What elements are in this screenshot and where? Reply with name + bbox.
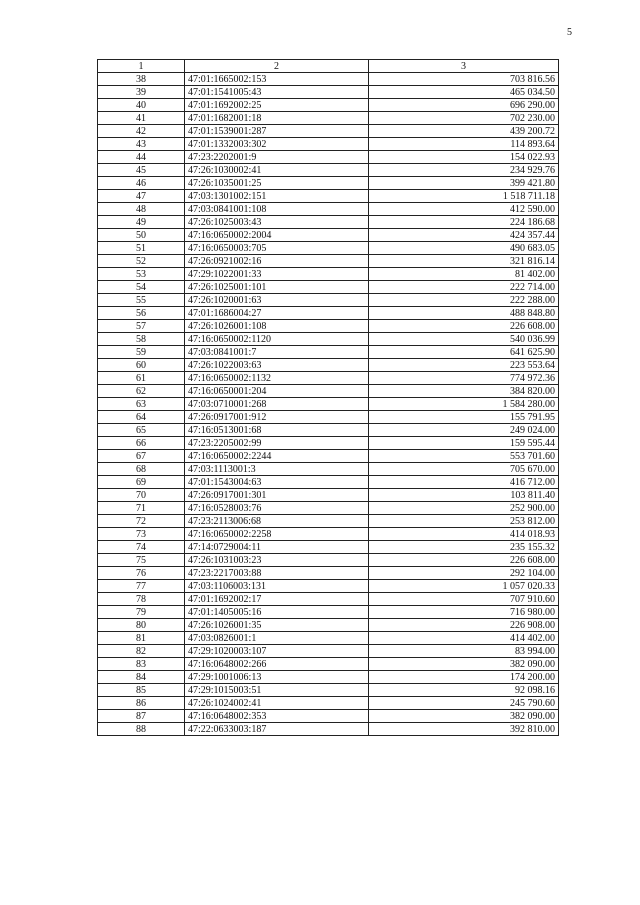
row-number-cell: 76 xyxy=(98,567,185,580)
row-number-cell: 82 xyxy=(98,645,185,658)
table-row xyxy=(98,99,559,112)
cadastral-number-cell: 47:03:0826001:1 xyxy=(185,632,369,645)
cadastral-number-cell: 47:16:0650003:705 xyxy=(185,242,369,255)
row-number-cell: 81 xyxy=(98,632,185,645)
cadastral-number-cell: 47:29:1015003:51 xyxy=(185,684,369,697)
table-row xyxy=(98,151,559,164)
row-number-cell: 86 xyxy=(98,697,185,710)
value-cell: 439 200.72 xyxy=(369,125,559,138)
table-row xyxy=(98,697,559,710)
value-cell: 224 186.68 xyxy=(369,216,559,229)
cadastral-number-cell: 47:26:1024002:41 xyxy=(185,697,369,710)
value-cell: 103 811.40 xyxy=(369,489,559,502)
cadastral-number-cell: 47:26:1025003:43 xyxy=(185,216,369,229)
cadastral-number-cell: 47:03:0841001:7 xyxy=(185,346,369,359)
value-cell: 226 608.00 xyxy=(369,554,559,567)
value-cell: 226 908.00 xyxy=(369,619,559,632)
table-row xyxy=(98,450,559,463)
value-cell: 81 402.00 xyxy=(369,268,559,281)
cadastral-number-cell: 47:01:1405005:16 xyxy=(185,606,369,619)
value-cell: 234 929.76 xyxy=(369,164,559,177)
row-number-cell: 65 xyxy=(98,424,185,437)
table-row xyxy=(98,333,559,346)
value-cell: 702 230.00 xyxy=(369,112,559,125)
cadastral-number-cell: 47:26:0917001:301 xyxy=(185,489,369,502)
row-number-cell: 83 xyxy=(98,658,185,671)
row-number-cell: 47 xyxy=(98,190,185,203)
cadastral-number-cell: 47:29:1020003:107 xyxy=(185,645,369,658)
row-number-cell: 73 xyxy=(98,528,185,541)
cadastral-number-cell: 47:01:1692002:17 xyxy=(185,593,369,606)
cadastral-number-cell: 47:26:1030002:41 xyxy=(185,164,369,177)
value-cell: 696 290.00 xyxy=(369,99,559,112)
table-row xyxy=(98,554,559,567)
table-row xyxy=(98,606,559,619)
cadastral-number-cell: 47:01:1665002:153 xyxy=(185,73,369,86)
cadastral-number-cell: 47:16:0648002:353 xyxy=(185,710,369,723)
row-number-cell: 78 xyxy=(98,593,185,606)
cadastral-number-cell: 47:03:0841001:108 xyxy=(185,203,369,216)
value-cell: 321 816.14 xyxy=(369,255,559,268)
value-cell: 703 816.56 xyxy=(369,73,559,86)
page-number: 5 xyxy=(567,27,572,38)
table-row xyxy=(98,593,559,606)
table-row xyxy=(98,632,559,645)
cadastral-number-cell: 47:01:1539001:287 xyxy=(185,125,369,138)
cadastral-number-cell: 47:16:0648002:266 xyxy=(185,658,369,671)
table-row xyxy=(98,216,559,229)
table-row xyxy=(98,723,559,736)
row-number-cell: 84 xyxy=(98,671,185,684)
table-row xyxy=(98,73,559,86)
cadastral-number-cell: 47:26:1022003:63 xyxy=(185,359,369,372)
table-row xyxy=(98,229,559,242)
value-cell: 540 036.99 xyxy=(369,333,559,346)
cadastral-number-cell: 47:03:0710001:268 xyxy=(185,398,369,411)
value-cell: 223 553.64 xyxy=(369,359,559,372)
cadastral-number-cell: 47:16:0650002:2004 xyxy=(185,229,369,242)
row-number-cell: 74 xyxy=(98,541,185,554)
table-row xyxy=(98,359,559,372)
table-row xyxy=(98,138,559,151)
table-row xyxy=(98,281,559,294)
value-cell: 222 288.00 xyxy=(369,294,559,307)
row-number-cell: 80 xyxy=(98,619,185,632)
table-row xyxy=(98,255,559,268)
row-number-cell: 75 xyxy=(98,554,185,567)
cadastral-number-cell: 47:01:1692002:25 xyxy=(185,99,369,112)
row-number-cell: 55 xyxy=(98,294,185,307)
value-cell: 252 900.00 xyxy=(369,502,559,515)
table-row xyxy=(98,112,559,125)
cadastral-number-cell: 47:16:0513001:68 xyxy=(185,424,369,437)
cadastral-number-cell: 47:22:0633003:187 xyxy=(185,723,369,736)
value-cell: 488 848.80 xyxy=(369,307,559,320)
row-number-cell: 64 xyxy=(98,411,185,424)
value-cell: 1 057 020.33 xyxy=(369,580,559,593)
row-number-cell: 68 xyxy=(98,463,185,476)
row-number-cell: 88 xyxy=(98,723,185,736)
cadastral-number-cell: 47:16:0650002:2258 xyxy=(185,528,369,541)
value-cell: 705 670.00 xyxy=(369,463,559,476)
value-cell: 424 357.44 xyxy=(369,229,559,242)
table-row xyxy=(98,671,559,684)
cadastral-number-cell: 47:29:1022001:33 xyxy=(185,268,369,281)
cadastral-number-cell: 47:01:1541005:43 xyxy=(185,86,369,99)
value-cell: 226 608.00 xyxy=(369,320,559,333)
column-header-number: 1 xyxy=(98,60,185,73)
row-number-cell: 62 xyxy=(98,385,185,398)
value-cell: 155 791.95 xyxy=(369,411,559,424)
value-cell: 382 090.00 xyxy=(369,658,559,671)
cadastral-number-cell: 47:16:0650002:2244 xyxy=(185,450,369,463)
table-row xyxy=(98,515,559,528)
row-number-cell: 71 xyxy=(98,502,185,515)
table-row xyxy=(98,190,559,203)
value-cell: 83 994.00 xyxy=(369,645,559,658)
row-number-cell: 53 xyxy=(98,268,185,281)
cadastral-number-cell: 47:23:2217003:88 xyxy=(185,567,369,580)
table-row xyxy=(98,372,559,385)
table-row xyxy=(98,489,559,502)
value-cell: 414 018.93 xyxy=(369,528,559,541)
table-row xyxy=(98,398,559,411)
table-body xyxy=(98,73,559,736)
value-cell: 174 200.00 xyxy=(369,671,559,684)
value-cell: 465 034.50 xyxy=(369,86,559,99)
row-number-cell: 49 xyxy=(98,216,185,229)
table-row xyxy=(98,268,559,281)
row-number-cell: 42 xyxy=(98,125,185,138)
row-number-cell: 85 xyxy=(98,684,185,697)
cadastral-number-cell: 47:23:2113006:68 xyxy=(185,515,369,528)
value-cell: 249 024.00 xyxy=(369,424,559,437)
value-cell: 392 810.00 xyxy=(369,723,559,736)
cadastral-number-cell: 47:26:0917001:912 xyxy=(185,411,369,424)
value-cell: 716 980.00 xyxy=(369,606,559,619)
value-cell: 641 625.90 xyxy=(369,346,559,359)
value-cell: 245 790.60 xyxy=(369,697,559,710)
value-cell: 154 022.93 xyxy=(369,151,559,164)
row-number-cell: 51 xyxy=(98,242,185,255)
header-row xyxy=(98,60,559,73)
table-row xyxy=(98,294,559,307)
row-number-cell: 87 xyxy=(98,710,185,723)
cadastral-number-cell: 47:01:1543004:63 xyxy=(185,476,369,489)
table-row xyxy=(98,385,559,398)
table-row xyxy=(98,541,559,554)
cadastral-number-cell: 47:29:1001006:13 xyxy=(185,671,369,684)
row-number-cell: 40 xyxy=(98,99,185,112)
table-row xyxy=(98,580,559,593)
cadastral-number-cell: 47:01:1332003:302 xyxy=(185,138,369,151)
cadastral-value-table xyxy=(97,59,559,736)
table-row xyxy=(98,242,559,255)
row-number-cell: 41 xyxy=(98,112,185,125)
table-row xyxy=(98,645,559,658)
row-number-cell: 58 xyxy=(98,333,185,346)
value-cell: 414 402.00 xyxy=(369,632,559,645)
row-number-cell: 44 xyxy=(98,151,185,164)
value-cell: 114 893.64 xyxy=(369,138,559,151)
table-row xyxy=(98,346,559,359)
cadastral-number-cell: 47:26:1035001:25 xyxy=(185,177,369,190)
table-row xyxy=(98,567,559,580)
row-number-cell: 63 xyxy=(98,398,185,411)
table-row xyxy=(98,164,559,177)
row-number-cell: 59 xyxy=(98,346,185,359)
row-number-cell: 52 xyxy=(98,255,185,268)
table-row xyxy=(98,658,559,671)
value-cell: 235 155.32 xyxy=(369,541,559,554)
cadastral-number-cell: 47:03:1113001:3 xyxy=(185,463,369,476)
table-row xyxy=(98,437,559,450)
cadastral-number-cell: 47:26:1020001:63 xyxy=(185,294,369,307)
table-row xyxy=(98,502,559,515)
table-row xyxy=(98,476,559,489)
table-row xyxy=(98,320,559,333)
table-row xyxy=(98,710,559,723)
table-row xyxy=(98,463,559,476)
value-cell: 553 701.60 xyxy=(369,450,559,463)
table-row xyxy=(98,86,559,99)
row-number-cell: 70 xyxy=(98,489,185,502)
table-row xyxy=(98,307,559,320)
row-number-cell: 77 xyxy=(98,580,185,593)
row-number-cell: 67 xyxy=(98,450,185,463)
row-number-cell: 54 xyxy=(98,281,185,294)
cadastral-number-cell: 47:26:0921002:16 xyxy=(185,255,369,268)
row-number-cell: 48 xyxy=(98,203,185,216)
cadastral-number-cell: 47:03:1106003:131 xyxy=(185,580,369,593)
cadastral-number-cell: 47:26:1025001:101 xyxy=(185,281,369,294)
row-number-cell: 50 xyxy=(98,229,185,242)
value-cell: 382 090.00 xyxy=(369,710,559,723)
table-header xyxy=(98,60,559,73)
row-number-cell: 46 xyxy=(98,177,185,190)
cadastral-number-cell: 47:01:1682001:18 xyxy=(185,112,369,125)
value-cell: 416 712.00 xyxy=(369,476,559,489)
value-cell: 292 104.00 xyxy=(369,567,559,580)
value-cell: 1 584 280.00 xyxy=(369,398,559,411)
value-cell: 384 820.00 xyxy=(369,385,559,398)
row-number-cell: 39 xyxy=(98,86,185,99)
value-cell: 159 595.44 xyxy=(369,437,559,450)
cadastral-number-cell: 47:26:1031003:23 xyxy=(185,554,369,567)
cadastral-number-cell: 47:03:1301002:151 xyxy=(185,190,369,203)
table-row xyxy=(98,684,559,697)
cadastral-number-cell: 47:16:0528003:76 xyxy=(185,502,369,515)
value-cell: 399 421.80 xyxy=(369,177,559,190)
value-cell: 222 714.00 xyxy=(369,281,559,294)
row-number-cell: 43 xyxy=(98,138,185,151)
cadastral-number-cell: 47:23:2202001:9 xyxy=(185,151,369,164)
table-row xyxy=(98,203,559,216)
row-number-cell: 56 xyxy=(98,307,185,320)
value-cell: 1 518 711.18 xyxy=(369,190,559,203)
column-header-cadastral-number: 2 xyxy=(185,60,369,73)
row-number-cell: 69 xyxy=(98,476,185,489)
row-number-cell: 79 xyxy=(98,606,185,619)
value-cell: 412 590.00 xyxy=(369,203,559,216)
row-number-cell: 66 xyxy=(98,437,185,450)
table-row xyxy=(98,125,559,138)
row-number-cell: 60 xyxy=(98,359,185,372)
value-cell: 707 910.60 xyxy=(369,593,559,606)
value-cell: 92 098.16 xyxy=(369,684,559,697)
table-row xyxy=(98,528,559,541)
value-cell: 774 972.36 xyxy=(369,372,559,385)
table-row xyxy=(98,177,559,190)
cadastral-number-cell: 47:23:2205002:99 xyxy=(185,437,369,450)
row-number-cell: 61 xyxy=(98,372,185,385)
cadastral-number-cell: 47:16:0650002:1132 xyxy=(185,372,369,385)
row-number-cell: 57 xyxy=(98,320,185,333)
value-cell: 253 812.00 xyxy=(369,515,559,528)
row-number-cell: 45 xyxy=(98,164,185,177)
table-row xyxy=(98,411,559,424)
cadastral-number-cell: 47:14:0729004:11 xyxy=(185,541,369,554)
value-cell: 490 683.05 xyxy=(369,242,559,255)
table-row xyxy=(98,619,559,632)
row-number-cell: 38 xyxy=(98,73,185,86)
cadastral-number-cell: 47:16:0650002:1120 xyxy=(185,333,369,346)
table-row xyxy=(98,424,559,437)
row-number-cell: 72 xyxy=(98,515,185,528)
cadastral-number-cell: 47:01:1686004:27 xyxy=(185,307,369,320)
cadastral-number-cell: 47:16:0650001:204 xyxy=(185,385,369,398)
cadastral-number-cell: 47:26:1026001:108 xyxy=(185,320,369,333)
column-header-value: 3 xyxy=(369,60,559,73)
cadastral-number-cell: 47:26:1026001:35 xyxy=(185,619,369,632)
